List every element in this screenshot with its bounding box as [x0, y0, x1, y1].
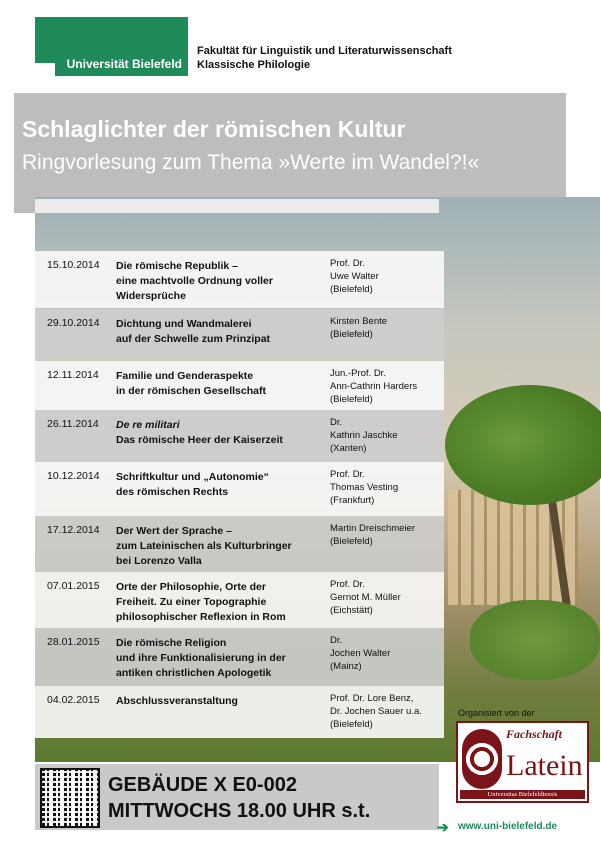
speaker-line: (Bielefeld)	[330, 394, 373, 405]
lecture-topic-line: bei Lorenzo Valla	[116, 555, 202, 567]
logo-latein-text: Latein	[506, 749, 583, 782]
fachschaft-latein-logo	[456, 721, 589, 803]
lecture-date: 17.12.2014	[47, 524, 100, 536]
speaker-line: Prof. Dr.	[330, 258, 365, 269]
schedule-row	[35, 361, 444, 410]
lecture-topic-line: Dichtung und Wandmalerei	[116, 318, 252, 330]
lecture-date: 12.11.2014	[47, 369, 99, 381]
speaker-line: (Mainz)	[330, 661, 362, 672]
speaker-line: (Eichstätt)	[330, 605, 373, 616]
qr-code[interactable]	[40, 768, 100, 828]
schedule-row	[35, 251, 444, 308]
lecture-speaker	[330, 634, 390, 673]
lecture-date: 07.01.2015	[47, 580, 100, 592]
lecture-topic-italic: De re militari	[116, 419, 180, 431]
speaker-line: Kirsten Bente	[330, 316, 388, 327]
lecture-topic-line: Widersprüche	[116, 290, 186, 302]
speaker-line: Jochen Walter	[330, 648, 391, 659]
lecture-topic	[116, 259, 273, 304]
lecture-speaker	[330, 416, 398, 455]
lecture-topic	[116, 580, 286, 625]
speaker-line: Prof. Dr.	[330, 469, 365, 480]
lecture-topic	[116, 694, 238, 709]
venue-building: GEBÄUDE X E0-002	[108, 774, 297, 796]
lecture-speaker	[330, 578, 401, 617]
faculty-info	[197, 44, 452, 72]
lecture-topic-line: auf der Schwelle zum Prinzipat	[116, 333, 271, 345]
lecture-speaker	[330, 522, 415, 548]
faculty-line-1: Fakultät für Linguistik und Literaturwissenschaft	[197, 45, 452, 57]
lecture-topic-line: Die römische Republik –	[116, 260, 238, 272]
schedule-row	[35, 628, 444, 686]
lecture-topic-line: zum Lateinischen als Kulturbringer	[116, 540, 292, 552]
speaker-line: (Bielefeld)	[330, 329, 373, 340]
lecture-topic-line: des römischen Rechts	[116, 486, 229, 498]
lecture-topic-line: Familie und Genderaspekte	[116, 370, 254, 382]
lecture-topic-line: und ihre Funktionalisierung in der	[116, 652, 286, 664]
lecture-speaker	[330, 692, 422, 731]
logo-fachschaft-text: Fachschaft	[506, 727, 563, 741]
lecture-topic-line: antiken christlichen Apologetik	[116, 667, 272, 679]
lecture-speaker	[330, 367, 417, 406]
lecture-topic-line: Schriftkultur und „Autonomie“	[116, 471, 269, 483]
lecture-speaker	[330, 315, 387, 341]
speaker-line: (Bielefeld)	[330, 719, 373, 730]
logo-university-text: Universitas Bielefeldiensis	[460, 790, 585, 799]
speaker-line: Dr.	[330, 417, 343, 428]
university-name: Universität Bielefeld	[66, 57, 182, 71]
lecture-topic-line: philosophischer Reflexion in Rom	[116, 611, 286, 623]
lecture-speaker	[330, 468, 398, 507]
speaker-line: Dr. Jochen Sauer u.a.	[330, 706, 422, 717]
website-link[interactable]: www.uni-bielefeld.de	[458, 821, 558, 832]
speaker-line: Thomas Vesting	[330, 482, 399, 493]
organizer-label: Organisiert von der	[458, 708, 535, 718]
speaker-line: Dr.	[330, 635, 343, 646]
schedule-row	[35, 572, 444, 628]
lecture-topic-line: in der römischen Gesellschaft	[116, 385, 266, 397]
lecture-topic-line: eine machtvolle Ordnung voller	[116, 275, 273, 287]
lecture-date: 15.10.2014	[47, 259, 100, 271]
arrow-right-icon: ➔	[437, 819, 449, 835]
lecture-topic	[116, 470, 269, 500]
speaker-line: Uwe Walter	[330, 271, 379, 282]
logo-notch	[35, 63, 55, 76]
speaker-line: (Frankfurt)	[330, 495, 375, 506]
speaker-line: Ann-Cathrin Harders	[330, 381, 418, 392]
poster-title: Schlaglichter der römischen Kultur	[22, 116, 406, 142]
lecture-date: 04.02.2015	[47, 694, 100, 706]
lecture-topic	[116, 636, 286, 681]
lecture-speaker	[330, 257, 379, 296]
lecture-date: 28.01.2015	[47, 636, 100, 648]
speaker-line: Prof. Dr.	[330, 579, 365, 590]
speaker-line: (Bielefeld)	[330, 284, 373, 295]
lecture-date: 10.12.2014	[47, 470, 100, 482]
faculty-line-2: Klassische Philologie	[197, 59, 311, 71]
lecture-topic-line: Das römische Heer der Kaiserzeit	[116, 434, 283, 446]
lecture-topic	[116, 369, 266, 399]
spiral-icon	[462, 729, 502, 789]
lecture-topic	[116, 317, 270, 347]
university-logo	[35, 17, 188, 76]
lecture-topic-line: Der Wert der Sprache –	[116, 525, 232, 537]
speaker-line: Gernot M. Müller	[330, 592, 401, 603]
speaker-line: Jun.-Prof. Dr.	[330, 368, 386, 379]
speaker-line: (Xanten)	[330, 443, 367, 454]
lecture-topic	[116, 524, 292, 569]
schedule-row	[35, 410, 444, 462]
schedule-row	[35, 686, 444, 738]
schedule-row	[35, 516, 444, 572]
venue-time: MITTWOCHS 18.00 UHR s.t.	[108, 800, 371, 822]
schedule-row	[35, 462, 444, 516]
speaker-line: Martin Dreischmeier	[330, 523, 415, 534]
lecture-topic-line: Freiheit. Zu einer Topographie	[116, 596, 267, 608]
bush-image	[470, 600, 600, 680]
pine-tree-image	[445, 385, 601, 505]
speaker-line: Prof. Dr. Lore Benz,	[330, 693, 414, 704]
speaker-line: Kathrin Jaschke	[330, 430, 398, 441]
poster-subtitle: Ringvorlesung zum Thema »Werte im Wandel?!«	[22, 151, 480, 174]
speaker-line: (Bielefeld)	[330, 536, 373, 547]
table-top-bar	[35, 199, 439, 213]
lecture-date: 29.10.2014	[47, 317, 100, 329]
lecture-topic-line: Abschlussveranstaltung	[116, 695, 238, 707]
schedule-row	[35, 309, 444, 360]
lecture-date: 26.11.2014	[47, 418, 99, 430]
lecture-topic	[116, 418, 283, 448]
lecture-topic-line: Orte der Philosophie, Orte der	[116, 581, 266, 593]
lecture-topic-line: Die römische Religion	[116, 637, 227, 649]
